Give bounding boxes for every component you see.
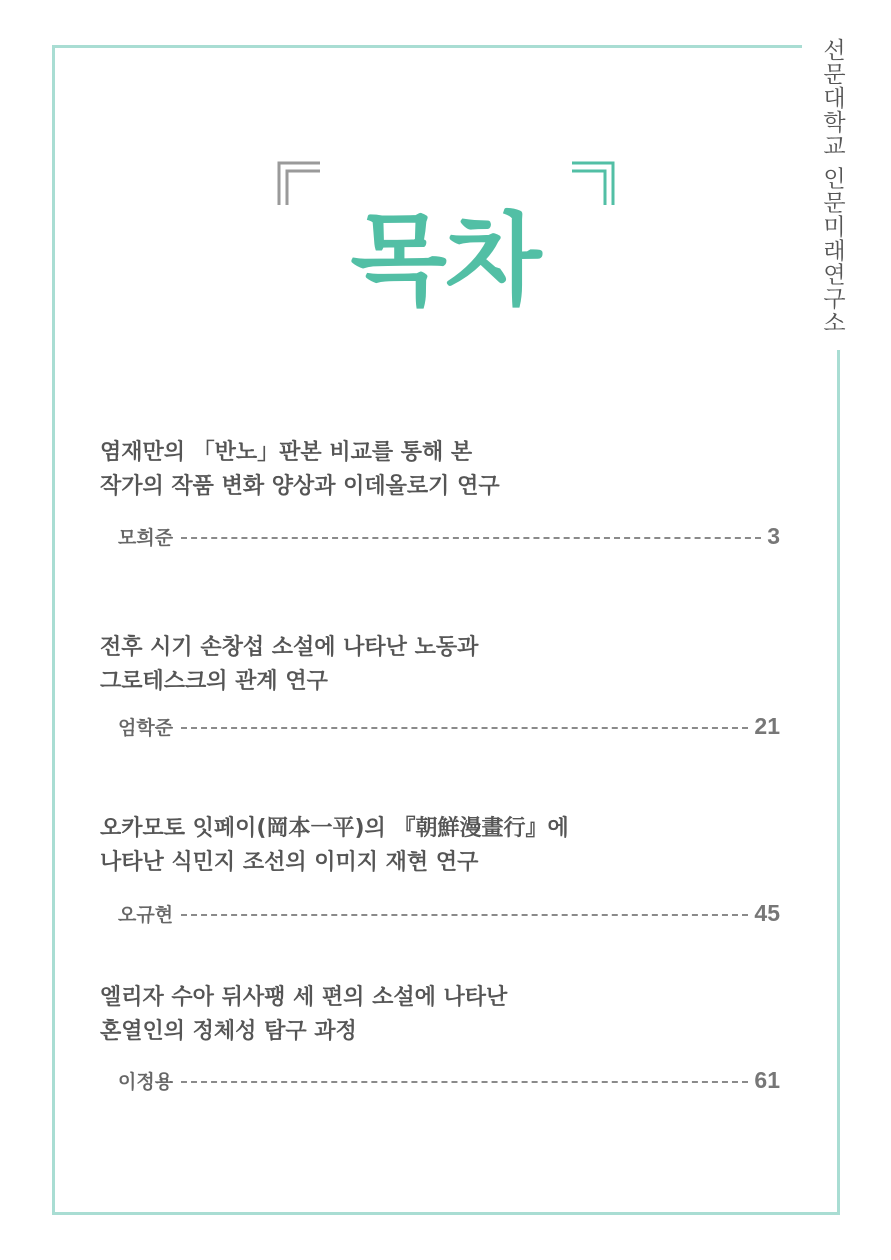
frame-right-border (837, 350, 840, 1215)
entry-title-line: 엘리자 수아 뒤사팽 세 편의 소설에 나타난 (100, 985, 508, 1010)
entry-page-number: 21 (754, 712, 780, 739)
entry-author-line (118, 711, 780, 741)
entry-author: 이정용 (118, 1070, 174, 1093)
institution-name-vertical: 선문대학교 인문미래연구소 (819, 38, 845, 335)
entry-author: 오규현 (118, 903, 174, 926)
entry-page-number: 3 (767, 522, 780, 549)
dot-leader (181, 1081, 748, 1083)
entry-title-line: 전후 시기 손창섭 소설에 나타난 노동과 (100, 635, 479, 660)
entry-title-line: 염재만의 「반노」판본 비교를 통해 본 (100, 440, 473, 465)
entry-title-line: 그로테스크의 관계 연구 (100, 669, 328, 694)
entry-title-line: 나타난 식민지 조선의 이미지 재현 연구 (100, 850, 479, 875)
dot-leader (181, 537, 761, 539)
entry-title-line: 오카모토 잇페이(岡本一平)의 『朝鮮漫畫行』에 (100, 816, 569, 841)
frame-left-border (52, 45, 55, 1215)
bracket-top-right-icon (570, 160, 616, 206)
entry-author-line (118, 1065, 780, 1095)
entry-page-number: 61 (754, 1066, 780, 1093)
entry-title-line: 작가의 작품 변화 양상과 이데올로기 연구 (100, 474, 500, 499)
entry-page-number: 45 (754, 899, 780, 926)
toc-entry (100, 981, 790, 1093)
entry-author-line (118, 521, 780, 551)
entry-author-line (118, 898, 780, 928)
frame-top-border (52, 45, 802, 48)
page-title: 목차 (350, 202, 540, 319)
entry-author: 엄학준 (118, 716, 174, 739)
toc-entry (100, 631, 790, 739)
toc-entry (100, 812, 790, 926)
dot-leader (181, 727, 748, 729)
bracket-top-left-icon (276, 160, 322, 206)
dot-leader (181, 914, 748, 916)
toc-entry (100, 436, 790, 549)
entry-author: 모희준 (118, 526, 174, 549)
frame-bottom-border (52, 1212, 840, 1215)
entry-title-line: 혼열인의 정체성 탐구 과정 (100, 1019, 357, 1044)
